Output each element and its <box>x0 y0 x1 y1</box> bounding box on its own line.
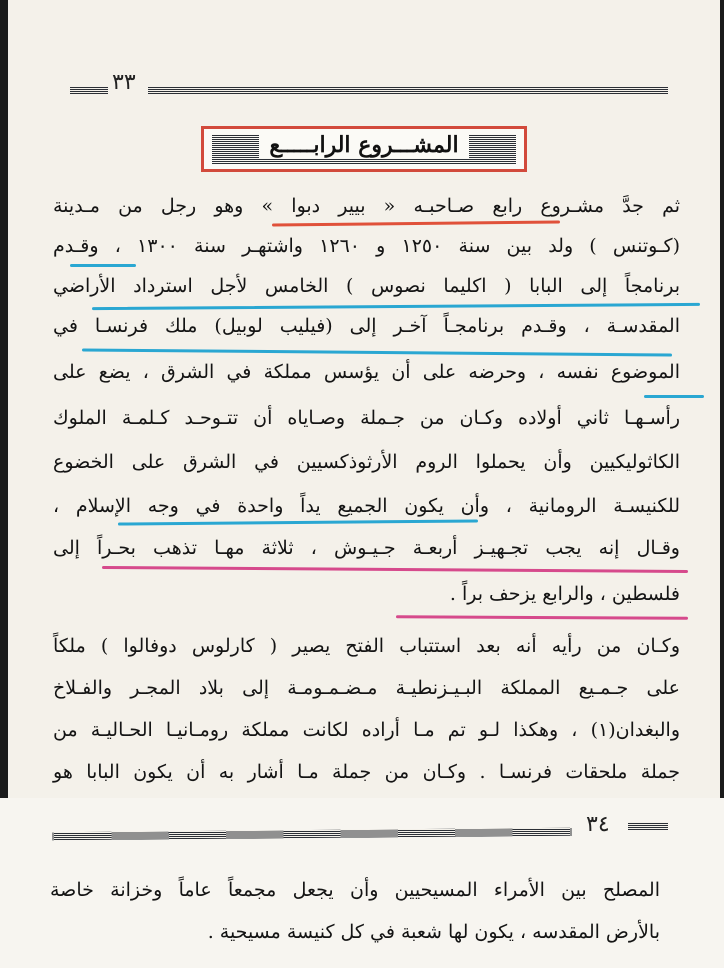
text-line-8: للكنيسـة الرومانية ، وأن يكون الجميع يداً واحدة في وجه الإسلام ، <box>53 495 680 517</box>
text-line-4: المقدسـة ، وقـدم برنامجـاً آخـر إلى (فيليب لوبيل) ملك فرنسـا في <box>53 315 680 337</box>
text-line-12: على جـمـيع المملكة البـيـزنطيـة مـضـمـومـة إلى بلاد المجـر والفـلاخ <box>53 677 680 699</box>
text-line-6: رأسـهـا ثاني أولاده وكـان من جـملة وصـاياه أن تتـوحـد كـلمـة الملوك <box>53 407 680 429</box>
book-page-33 <box>8 0 720 798</box>
text-line-7: الكاثوليكيين وأن يحملوا الروم الأرثوذكسيين في الشرق على الخضوع <box>53 451 680 473</box>
text-line-1: ثم جدَّ مشـروع رابع صـاحبـه « بيير دبوا » وهو رجل من مـدينة <box>53 195 680 217</box>
underline-blue-line5 <box>644 395 704 398</box>
underline-blue-line2 <box>70 264 136 267</box>
header-rule-left <box>70 86 108 94</box>
text-line-9: وقـال إنه يجب تجـهيـز أربعـة جـيـوش ، ثلاثة مهـا تذهب بحـراً إلى <box>53 537 680 559</box>
text-line-2: بالأرض المقدسه ، يكون لها شعبة في كل كنيسة مسيحية . <box>207 921 660 943</box>
text-line-1: المصلح بين الأمراء المسيحيين وأن يجعل مجمعاً عاماً وخزانة خاصة <box>50 879 660 901</box>
header-rule-short <box>628 822 668 830</box>
header-rule-long <box>52 828 572 841</box>
chapter-title-frame <box>201 126 527 172</box>
text-line-5: الموضوع نفسه ، وحرضه على أن يؤسس مملكة في الشرق ، يضع على <box>53 361 680 383</box>
underline-pink-line10 <box>396 615 688 620</box>
chapter-title: المشـــروع الرابـــــع <box>259 132 468 158</box>
page-number: ٣٣ <box>112 70 136 95</box>
text-line-13: والبغدان(١) ، وهكذا لـو تم مـا أراده لكانت مملكة رومـانيـا الحـاليـة من <box>53 719 680 741</box>
text-line-14: جملة ملحقات فرنسـا . وكـان من جملة مـا أشار به أن يكون البابا هو <box>53 761 680 783</box>
text-line-10: فلسطين ، والرابع يزحف براً . <box>449 583 680 605</box>
text-line-2: (كـوتنس ) ولد بين سنة ١٢٥٠ و ١٢٦٠ واشتهـر سنة ١٣٠٠ ، وقـدم <box>53 235 680 257</box>
header-rule-right <box>148 86 668 94</box>
page-number: ٣٤ <box>586 812 610 837</box>
text-line-11: وكـان من رأيه أنه بعد استتباب الفتح يصير ( كارلوس دوفالوا ) ملكاً <box>53 635 680 657</box>
book-page-34 <box>0 798 724 968</box>
text-line-3: برنامجاً إلى البابا ( اكليما نصوس ) الخامس لأجل استرداد الأراضي <box>53 275 680 297</box>
